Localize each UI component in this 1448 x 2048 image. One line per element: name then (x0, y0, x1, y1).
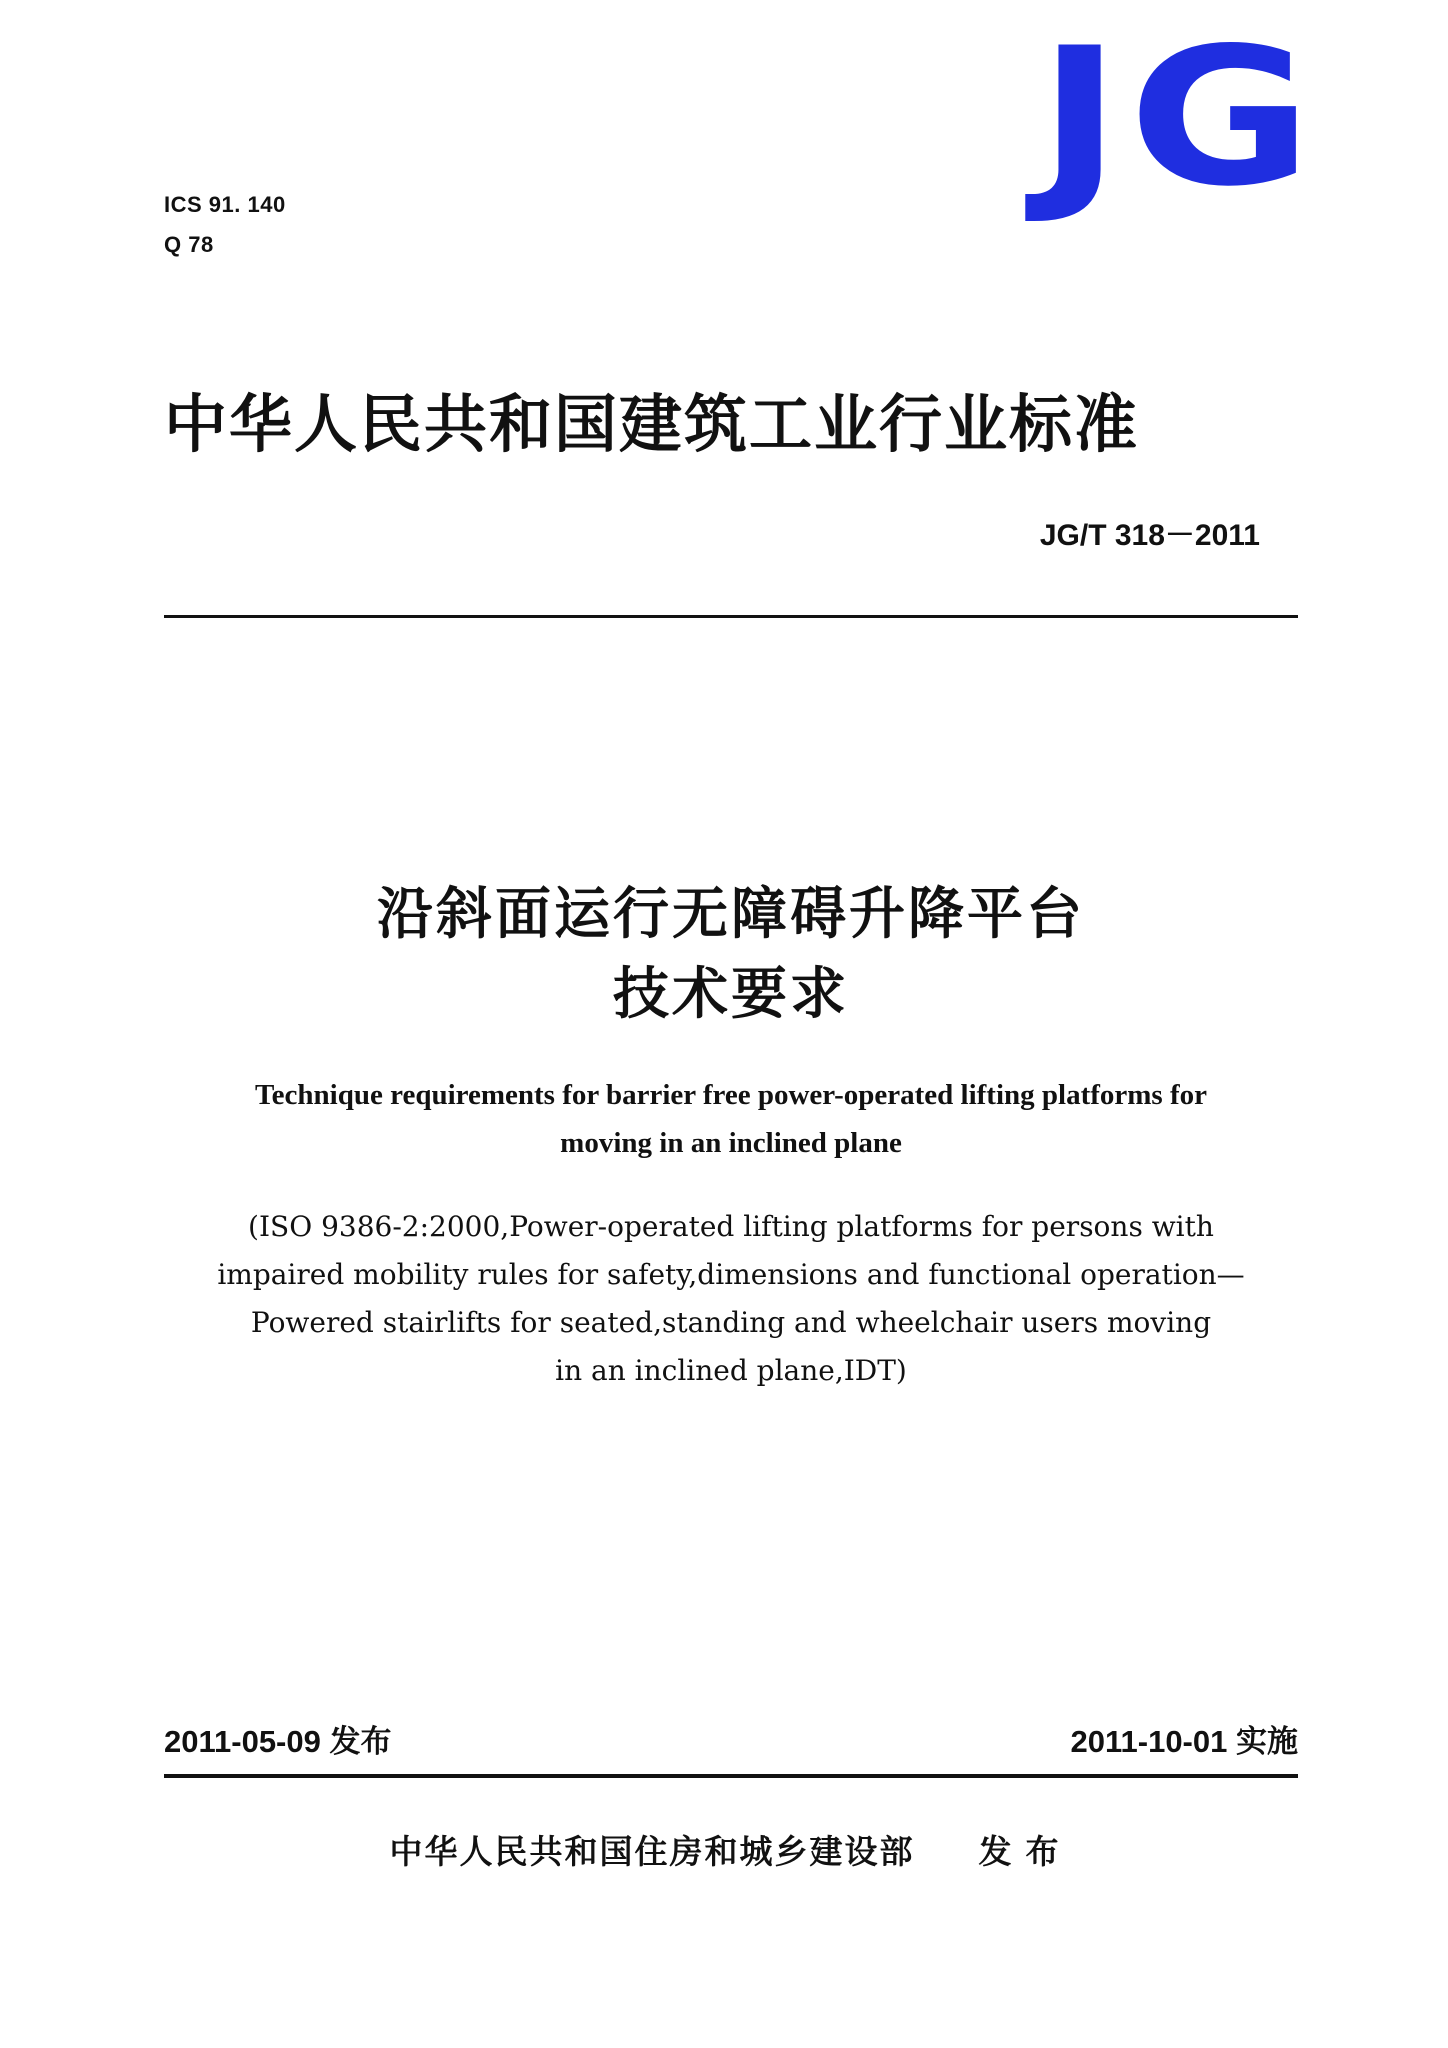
publisher-line (164, 1830, 1298, 1874)
effective-date-value: 2011-10-01 (1070, 1724, 1228, 1759)
cn-title-line2: 技术要求 (613, 962, 849, 1027)
issued-date-label: 发布 (329, 1724, 392, 1760)
en-title-line1: Technique requirements for barrier free power-operated lifting platforms for (254, 1079, 1207, 1111)
bottom-divider (164, 1774, 1298, 1778)
jg-logo: JG (1037, 7, 1320, 228)
effective-date (1071, 1722, 1299, 1762)
top-divider (164, 615, 1298, 618)
cn-title-line1: 沿斜面运行无障碍升降平台 (377, 882, 1085, 947)
iso-reference-line4: in an inclined plane,IDT) (555, 1354, 907, 1387)
publisher-name: 中华人民共和国住房和城乡建设部 (389, 1832, 915, 1871)
ccs-code: Q 78 (164, 232, 214, 257)
iso-reference-line3: Powered stairlifts for seated,standing and wheelchair users moving (250, 1306, 1212, 1339)
en-title-line2: moving in an inclined plane (560, 1127, 902, 1159)
iso-reference-line1: (ISO 9386-2:2000,Power-operated lifting platforms for persons with (248, 1210, 1214, 1243)
standard-category-title: 中华人民共和国建筑工业行业标准 (164, 388, 1139, 461)
issued-date (164, 1722, 392, 1762)
publisher-issue-label: 发布 (978, 1832, 1073, 1871)
standard-number: JG/T 318－2011 (1039, 519, 1260, 552)
iso-reference-line2: impaired mobility rules for safety,dimensions and functional operation— (217, 1258, 1245, 1291)
issued-date-value: 2011-05-09 (164, 1724, 321, 1759)
effective-date-label: 实施 (1236, 1724, 1298, 1760)
ics-code: ICS 91. 140 (164, 192, 286, 217)
